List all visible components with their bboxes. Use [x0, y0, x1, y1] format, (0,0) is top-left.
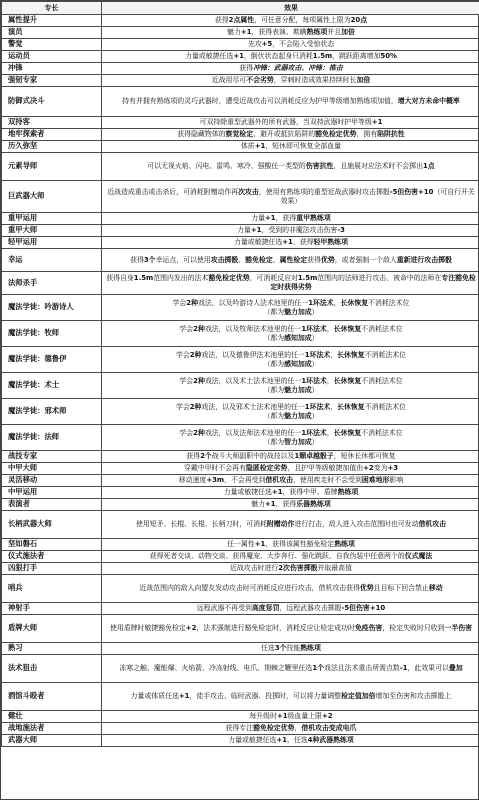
feat-effect: 魅力+1，获得表演、欺瞒熟练项并且加倍 — [102, 27, 479, 39]
table-row — [2, 563, 479, 575]
feat-name: 幸运 — [2, 249, 102, 272]
table-row — [2, 51, 479, 63]
feat-effect: 获得隐藏物体的察觉检定、避开或抵抗陷阱的豁免检定优势，拥有陷阱抗性 — [102, 129, 479, 141]
table-row — [2, 213, 479, 225]
feat-effect: 学会2种戏法，以及吟游诗人法术池里的任一1环法术，长休恢复不消耗法术位 （都为魅力加成） — [102, 295, 479, 321]
table-row — [2, 39, 479, 51]
feat-name: 战地施法者 — [2, 723, 102, 735]
feat-name: 盾牌大师 — [2, 615, 102, 643]
feat-effect: 力量或体质任选+1，徒手攻击、临时武器、投掷时，可以将力量调整检定值加倍增加至伤害和攻击掷骰上 — [102, 683, 479, 711]
feat-effect: 学会2种戏法，以及牧师法术池里的任一1环法术，长休恢复不消耗法术位 （都为感知加成） — [102, 321, 479, 347]
feat-effect: 获得死者交谈、动物交谈、获得魔宠、大步奔行、强化跳跃、自我伪装中任意两个的仪式魔法 — [102, 551, 479, 563]
table-row — [2, 153, 479, 181]
table-row — [2, 87, 479, 117]
table-row — [2, 225, 479, 237]
feat-effect: 力量或敏捷任选+1，获得轻甲熟练项 — [102, 237, 479, 249]
feat-name: 中甲大师 — [2, 463, 102, 475]
feat-effect: 获得3个幸运点，可以使用攻击掷骰、豁免检定、属性检定获得优势，或者强制一个敌人重新进行攻击掷骰 — [102, 249, 479, 272]
table-row — [2, 723, 479, 735]
table-header-row — [2, 2, 479, 15]
table-row — [2, 603, 479, 615]
feat-name: 轻甲运用 — [2, 237, 102, 249]
feat-effect: 任一属性+1，获得该属性豁免检定熟练项 — [102, 539, 479, 551]
feat-effect: 获得2个战斗大师副职中的战技以及1颗卓越骰子，短休长休都可恢复 — [102, 451, 479, 463]
feat-name: 坚如磐石 — [2, 539, 102, 551]
feat-name: 警觉 — [2, 39, 102, 51]
feat-effect: 可以无视火焰、闪电、雷鸣、寒冷、强酸任一类型的伤害抗性，且施展对应法术时不会掷出1点 — [102, 153, 479, 181]
table-row — [2, 347, 479, 373]
table-row — [2, 683, 479, 711]
feat-name: 防御式决斗 — [2, 87, 102, 117]
table-row — [2, 463, 479, 475]
table-row — [2, 27, 479, 39]
feat-name: 法术狙击 — [2, 655, 102, 683]
feat-name: 武器大师 — [2, 735, 102, 747]
feat-name: 巨武器大师 — [2, 181, 102, 213]
feat-name: 魔法学徒：法师 — [2, 425, 102, 451]
table-row — [2, 129, 479, 141]
feat-name: 熟习 — [2, 643, 102, 655]
table-row — [2, 249, 479, 272]
table-row — [2, 475, 479, 487]
table-row — [2, 575, 479, 603]
feat-name: 表演者 — [2, 499, 102, 511]
feat-effect: 获得2点属性，可任意分配，每项属性上限为20点 — [102, 15, 479, 27]
table-row — [2, 321, 479, 347]
header-feat: 专长 — [2, 2, 102, 15]
table-row — [2, 237, 479, 249]
table-row — [2, 499, 479, 511]
feats-table — [1, 1, 479, 747]
feat-effect: 体质+1，短休即可恢复全部血量 — [102, 141, 479, 153]
feat-effect: 近战范围内的敌人向盟友发动攻击时可消耗反应进行攻击，借机攻击获得优势且目标下回合禁止移动 — [102, 575, 479, 603]
feat-effect: 先攻+5，不会陷入受惊状态 — [102, 39, 479, 51]
feat-name: 法师杀手 — [2, 272, 102, 295]
feat-name: 哨兵 — [2, 575, 102, 603]
feat-effect: 每升级时+1级血量上限+2 — [102, 711, 479, 723]
feat-name: 凶狠打手 — [2, 563, 102, 575]
feat-name: 健壮 — [2, 711, 102, 723]
feat-name: 重甲运用 — [2, 213, 102, 225]
feat-name: 中甲运用 — [2, 487, 102, 499]
feat-name: 运动员 — [2, 51, 102, 63]
table-row — [2, 399, 479, 425]
feat-effect: 冻寒之触、魔能爆、火焰箭、冷冻射线、电爪、荆棘之鞭里任选1个戏法且法术重击所需点数-1，此效果可以叠加 — [102, 655, 479, 683]
table-row — [2, 643, 479, 655]
feat-effect: 魅力+1，获得乐器熟练项 — [102, 499, 479, 511]
table-row — [2, 181, 479, 213]
feat-effect: 穿戴中甲时不会再有隐匿检定劣势，且护甲等级敏捷加值由+2变为+3 — [102, 463, 479, 475]
feat-effect: 学会2种戏法，以及术士法术池里的任一1环法术，长休恢复不消耗法术位 （都为魅力加成） — [102, 373, 479, 399]
feat-effect: 力量+1，获得重甲熟练项 — [102, 213, 479, 225]
header-effect: 效果 — [102, 2, 479, 15]
feat-effect: 移动速度+3m，不会再受到借机攻击，使用疾走时不会受到困难地形影响 — [102, 475, 479, 487]
feat-name: 灵活移动 — [2, 475, 102, 487]
table-row — [2, 15, 479, 27]
table-row — [2, 63, 479, 75]
feat-effect: 远程武器不再受到高度惩罚，远程武器攻击掷骰-5但伤害+10 — [102, 603, 479, 615]
feat-name: 演员 — [2, 27, 102, 39]
feat-name: 强韧专家 — [2, 75, 102, 87]
feat-effect: 力量或敏捷任选+1，任选4种武器熟练项 — [102, 735, 479, 747]
feat-name: 地牢探索者 — [2, 129, 102, 141]
table-row — [2, 551, 479, 563]
feats-table-body — [2, 15, 479, 747]
table-row — [2, 75, 479, 87]
feat-name: 双持客 — [2, 117, 102, 129]
table-row — [2, 615, 479, 643]
feat-name: 属性提升 — [2, 15, 102, 27]
feat-name: 魔法学徒：牧师 — [2, 321, 102, 347]
feat-name: 酒馆斗殴者 — [2, 683, 102, 711]
table-row — [2, 117, 479, 129]
feat-effect: 近战造成重击或击杀后，可消耗附赠动作再次攻击，使用有熟练项的重型近战武器时攻击掷骰-5但伤害+10（可自行开关效果） — [102, 181, 479, 213]
feat-name: 魔法学徒：邪术师 — [2, 399, 102, 425]
table-row — [2, 511, 479, 539]
feat-name: 元素导师 — [2, 153, 102, 181]
table-row — [2, 295, 479, 321]
table-row — [2, 711, 479, 723]
feat-effect: 任选3个技能熟练项 — [102, 643, 479, 655]
feat-effect: 获得自身1.5m范围内发出的法术豁免检定优势，可消耗反应对1.5m范围内的法师进行攻击，被命中的法师在专注豁免检定时获得劣势 — [102, 272, 479, 295]
feat-effect: 使用盾牌时敏捷豁免检定+2，法术强制进行豁免检定时，消耗反应让检定成功时免疫伤害，检定失败时只收到一半伤害 — [102, 615, 479, 643]
feat-effect: 力量或敏捷任选+1，获得中甲、盾牌熟练项 — [102, 487, 479, 499]
feat-name: 魔法学徒：吟游诗人 — [2, 295, 102, 321]
table-row — [2, 655, 479, 683]
table-row — [2, 272, 479, 295]
table-row — [2, 373, 479, 399]
table-row — [2, 425, 479, 451]
feat-name: 长柄武器大师 — [2, 511, 102, 539]
feat-name: 魔法学徒：术士 — [2, 373, 102, 399]
table-row — [2, 735, 479, 747]
feat-effect: 近战用尽可不会劣势，穿刺时造成效果持续时长加倍 — [102, 75, 479, 87]
feat-effect: 近战攻击时进行2次伤害掷骰并取最高值 — [102, 563, 479, 575]
feat-effect: 学会2种戏法，以及邪术士法术池里的任一1环法术，长休恢复不消耗法术位 （都为魅力加成） — [102, 399, 479, 425]
feat-effect: 获得冲锋：武器攻击、冲锋：推击 — [102, 63, 479, 75]
feat-effect: 学会2种戏法，以及德鲁伊法术池里的任一1环法术，长休恢复不消耗法术位 （都为感知加成） — [102, 347, 479, 373]
feat-effect: 可双持除重型武器外的所有武器，当双持武器时护甲等级+1 — [102, 117, 479, 129]
feat-name: 战技专家 — [2, 451, 102, 463]
feat-effect: 持有并拥有熟练项的灵巧武器时，遭受近战攻击可以消耗反应为护甲等级增加熟练项加值，增大对方未命中概率 — [102, 87, 479, 117]
feat-name: 重甲大师 — [2, 225, 102, 237]
feat-name: 冲锋 — [2, 63, 102, 75]
feat-name: 神射手 — [2, 603, 102, 615]
feat-name: 仪式施法者 — [2, 551, 102, 563]
table-row — [2, 451, 479, 463]
table-row — [2, 539, 479, 551]
feat-effect: 使用短矛、长棍、长棍、长柄刀时，可消耗附赠动作进行打击，敌人进入攻击范围时也可发动借机攻击 — [102, 511, 479, 539]
feat-name: 历久弥坚 — [2, 141, 102, 153]
feat-effect: 学会2种戏法，以及法师法术池里的任一1环法术，长休恢复不消耗法术位 （都为智力加成） — [102, 425, 479, 451]
feat-effect: 力量+1，受到的非魔法攻击伤害-3 — [102, 225, 479, 237]
table-row — [2, 141, 479, 153]
feat-effect: 获得专注豁免检定优势，借机攻击变成电爪 — [102, 723, 479, 735]
table-row — [2, 487, 479, 499]
feat-effect: 力量或敏捷任选+1，倒伏状态起身只消耗1.5m，跳跃距离增加50% — [102, 51, 479, 63]
feat-name: 魔法学徒：德鲁伊 — [2, 347, 102, 373]
